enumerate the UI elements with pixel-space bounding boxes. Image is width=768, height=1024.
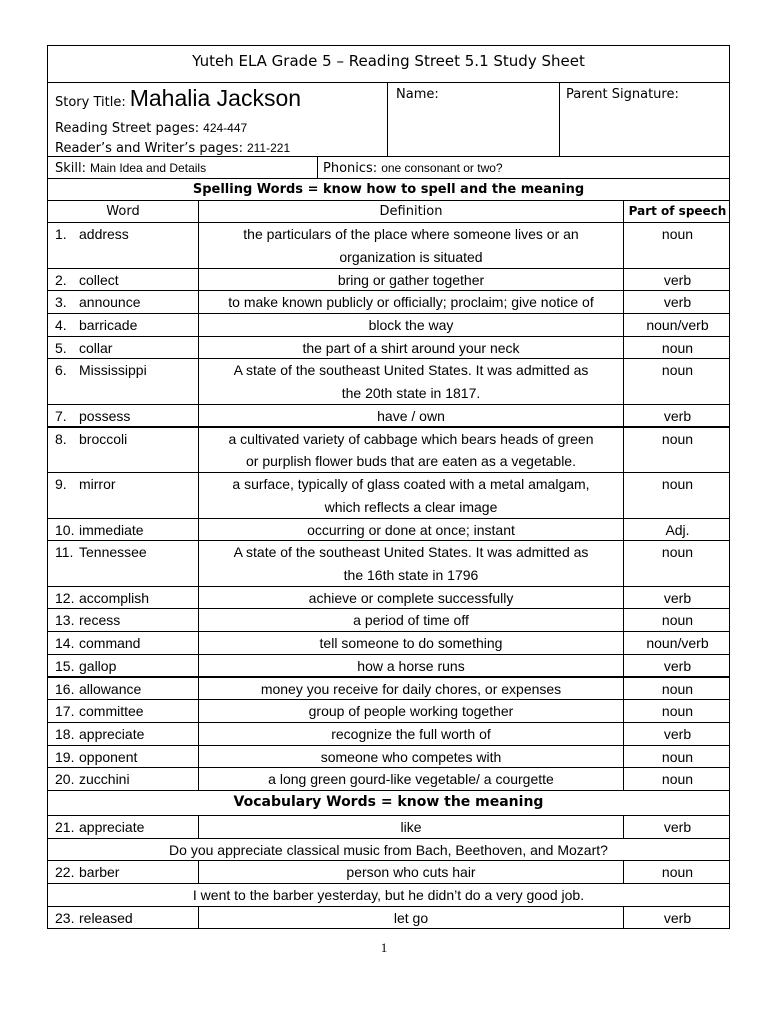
word-cell <box>48 907 199 929</box>
word-cell <box>48 428 199 473</box>
definition-cell <box>199 405 624 427</box>
word-text: appreciate <box>79 725 145 742</box>
spelling-word-row <box>47 699 730 723</box>
word-text: collar <box>79 339 113 356</box>
definition-line: the particulars of the place where someone lives or an <box>243 226 579 242</box>
example-sentence: I went to the barber yesterday, but he didn’t do a very good job. <box>192 887 585 904</box>
definition-line: the 20th state in 1817. <box>341 384 481 401</box>
spelling-word-row <box>47 336 730 360</box>
page-number: 1 <box>380 940 388 955</box>
word-cell <box>48 405 199 427</box>
part-of-speech: verb <box>663 909 692 926</box>
spelling-word-row <box>47 313 730 337</box>
word-entry <box>55 907 133 930</box>
spelling-word-row <box>47 722 730 746</box>
pos-cell <box>624 700 731 722</box>
definition-cell <box>199 746 624 768</box>
part-of-speech: noun/verb <box>646 635 709 652</box>
definition-cell <box>199 541 624 586</box>
word-entry <box>55 541 147 564</box>
word-entry <box>55 337 112 360</box>
story-line <box>55 85 301 112</box>
word-number: 18. <box>55 725 75 742</box>
word-number: 14. <box>55 635 75 652</box>
word-text: gallop <box>79 657 117 674</box>
example-sentence: Do you appreciate classical music from Bach, Beethoven, and Mozart? <box>169 841 608 858</box>
readers-writers-label: Reader’s and Writer’s pages: <box>55 141 243 156</box>
spelling-word-row <box>47 767 730 791</box>
word-entry <box>55 723 144 746</box>
spelling-word-row <box>47 677 730 701</box>
definition-cell <box>199 816 624 838</box>
word-entry <box>55 314 137 337</box>
definition-cell <box>199 632 624 654</box>
spelling-word-row <box>47 222 730 269</box>
parent-signature-cell <box>560 83 731 156</box>
definition-line: A state of the southeast United States. It was admitted as <box>233 362 589 379</box>
definition-line: a period of time off <box>353 612 469 629</box>
definition-cell <box>199 359 624 404</box>
word-header-cell <box>48 201 199 222</box>
definition-line: block the way <box>368 316 454 333</box>
phonics-line <box>323 159 503 177</box>
word-text: broccoli <box>79 430 128 447</box>
spelling-heading: Spelling Words = know how to spell and the meaning <box>192 182 585 197</box>
word-cell <box>48 269 199 291</box>
definition-line: a surface, typically of glass coated with a metal amalgam, <box>232 476 590 492</box>
word-cell <box>48 337 199 359</box>
word-entry <box>55 359 147 382</box>
word-cell <box>48 609 199 631</box>
skill-cell <box>48 157 318 178</box>
word-entry <box>55 291 141 314</box>
pos-header-cell <box>624 201 731 222</box>
word-cell <box>48 519 199 541</box>
word-entry <box>55 746 137 769</box>
definition-line: occurring or done at once; instant <box>307 521 515 538</box>
story-info-cell <box>48 83 388 156</box>
word-text: zucchini <box>79 771 130 788</box>
word-number: 11. <box>55 544 74 561</box>
readers-writers-line <box>55 139 290 157</box>
word-number: 10. <box>55 521 75 538</box>
spelling-word-row <box>47 540 730 587</box>
word-cell <box>48 723 199 745</box>
word-number: 19. <box>55 748 75 765</box>
definition-header-cell <box>199 201 624 222</box>
word-text: Mississippi <box>79 362 147 379</box>
pos-cell <box>624 359 731 404</box>
spelling-word-row <box>47 427 730 474</box>
word-cell <box>48 314 199 336</box>
vocabulary-word-row <box>47 906 730 930</box>
word-number: 13. <box>55 612 75 629</box>
word-number: 8. <box>55 430 67 447</box>
definition-line: the 16th state in 1796 <box>343 566 479 583</box>
word-entry <box>55 519 144 542</box>
definition-text: person who cuts hair <box>346 864 476 881</box>
pos-cell <box>624 609 731 631</box>
word-number: 1. <box>55 226 67 242</box>
spelling-word-row <box>47 472 730 519</box>
skill-phonics-row <box>47 156 730 179</box>
pos-cell <box>624 768 731 790</box>
definition-line: a cultivated variety of cabbage which bears heads of green <box>228 430 594 447</box>
word-cell <box>48 700 199 722</box>
part-of-speech: noun <box>661 362 694 379</box>
spelling-word-row <box>47 290 730 314</box>
definition-text: like <box>400 819 422 835</box>
word-number: 17. <box>55 703 75 720</box>
skill-value: Main Idea and Details <box>90 161 207 175</box>
name-label: Name: <box>396 87 439 102</box>
part-of-speech: noun <box>661 864 694 881</box>
word-cell <box>48 678 199 700</box>
definition-cell <box>199 723 624 745</box>
part-of-speech: Adj. <box>665 521 690 538</box>
definition-cell <box>199 678 624 700</box>
pos-cell <box>624 723 731 745</box>
definition-cell <box>199 587 624 609</box>
word-text: mirror <box>79 476 116 492</box>
word-cell <box>48 655 199 677</box>
definition-line: achieve or complete successfully <box>308 589 514 606</box>
part-of-speech: verb <box>663 294 692 311</box>
spelling-word-row <box>47 631 730 655</box>
pos-cell <box>624 473 731 518</box>
spelling-word-row <box>47 268 730 292</box>
info-row <box>47 82 730 157</box>
definition-line: A state of the southeast United States. It was admitted as <box>233 544 589 561</box>
definition-line: recognize the full worth of <box>331 725 491 742</box>
definition-cell <box>199 428 624 473</box>
pos-cell <box>624 746 731 768</box>
vocabulary-word-row <box>47 860 730 884</box>
word-entry <box>55 609 120 632</box>
word-entry <box>55 768 130 791</box>
pos-cell <box>624 337 731 359</box>
word-number: 23. <box>55 909 75 926</box>
skill-line <box>55 159 206 177</box>
example-sentence-row <box>47 883 730 907</box>
word-number: 21. <box>55 819 75 835</box>
word-cell <box>48 768 199 790</box>
pos-cell <box>624 907 731 929</box>
word-text: released <box>79 909 133 926</box>
pos-cell <box>624 816 731 838</box>
name-cell <box>388 83 560 156</box>
vocabulary-heading-row <box>47 790 730 816</box>
word-cell <box>48 816 199 838</box>
word-text: barber <box>79 864 120 881</box>
word-text: barricade <box>79 316 138 333</box>
definition-line: the part of a shirt around your neck <box>302 339 520 356</box>
word-text: announce <box>79 294 141 311</box>
part-of-speech: noun <box>661 226 694 242</box>
word-text: possess <box>79 407 131 424</box>
pos-cell <box>624 291 731 313</box>
part-of-speech: noun <box>661 771 694 788</box>
word-entry <box>55 223 129 246</box>
word-entry <box>55 269 119 292</box>
spelling-word-row <box>47 586 730 610</box>
definition-line: group of people working together <box>308 703 514 720</box>
pos-cell <box>624 587 731 609</box>
definition-line: or purplish flower buds that are eaten as a vegetable. <box>246 453 576 470</box>
phonics-value: one consonant or two? <box>381 161 503 175</box>
pos-cell <box>624 519 731 541</box>
part-of-speech: noun <box>661 748 694 765</box>
spelling-heading-row <box>47 178 730 201</box>
word-number: 7. <box>55 407 67 424</box>
word-entry <box>55 428 127 451</box>
word-cell <box>48 359 199 404</box>
word-entry <box>55 816 144 839</box>
story-title: Mahalia Jackson <box>129 85 302 111</box>
part-of-speech: noun <box>661 703 694 720</box>
word-number: 9. <box>55 476 67 492</box>
reading-street-line <box>55 119 247 137</box>
spelling-word-row <box>47 358 730 405</box>
readers-writers-pages: 211-221 <box>246 141 291 155</box>
definition-cell <box>199 655 624 677</box>
word-entry <box>55 405 130 428</box>
definition-line: bring or gather together <box>337 271 485 288</box>
definition-cell <box>199 519 624 541</box>
title-row <box>47 45 730 83</box>
spelling-word-row <box>47 518 730 542</box>
definition-line: to make known publicly or officially; proclaim; give notice of <box>228 294 594 311</box>
definition-line: someone who competes with <box>320 748 502 765</box>
word-entry <box>55 473 116 496</box>
word-text: accomplish <box>79 589 150 606</box>
word-number: 4. <box>55 316 67 333</box>
word-text: allowance <box>79 680 142 697</box>
definition-cell <box>199 473 624 518</box>
word-text: collect <box>79 271 119 288</box>
pos-cell <box>624 655 731 677</box>
definition-cell <box>199 223 624 268</box>
pos-cell <box>624 223 731 268</box>
part-of-speech: noun <box>661 612 694 629</box>
spelling-word-row <box>47 654 730 678</box>
word-entry <box>55 678 141 701</box>
definition-cell <box>199 907 624 929</box>
word-text: opponent <box>79 748 138 765</box>
pos-cell <box>624 861 731 883</box>
word-cell <box>48 861 199 883</box>
definition-line: organization is situated <box>339 248 483 265</box>
pos-cell <box>624 314 731 336</box>
spelling-word-row <box>47 608 730 632</box>
definition-line: have / own <box>377 407 445 424</box>
word-number: 20. <box>55 771 75 788</box>
word-text: appreciate <box>79 819 145 835</box>
word-text: recess <box>79 612 121 629</box>
part-of-speech: noun <box>661 544 694 561</box>
word-text: Tennessee <box>79 544 147 561</box>
word-entry <box>55 587 149 610</box>
definition-cell <box>199 768 624 790</box>
word-cell <box>48 746 199 768</box>
definition-cell <box>199 337 624 359</box>
vocabulary-word-row <box>47 815 730 839</box>
part-of-speech: noun <box>661 339 694 356</box>
word-number: 22. <box>55 864 75 881</box>
vocabulary-heading: Vocabulary Words = know the meaning <box>233 794 544 810</box>
word-number: 16. <box>55 680 75 697</box>
part-of-speech: verb <box>663 407 692 424</box>
definition-column-header: Definition <box>379 204 443 219</box>
reading-street-pages: 424-447 <box>203 121 248 135</box>
part-of-speech: noun <box>661 680 694 697</box>
definition-cell <box>199 269 624 291</box>
word-number: 5. <box>55 339 67 356</box>
part-of-speech: noun <box>661 430 694 447</box>
reading-street-label: Reading Street pages: <box>55 121 200 136</box>
phonics-cell <box>318 157 731 178</box>
part-of-speech: noun/verb <box>646 316 709 333</box>
word-text: command <box>79 635 141 652</box>
definition-line: a long green gourd-like vegetable/ a courgette <box>268 771 554 788</box>
definition-line: money you receive for daily chores, or expenses <box>260 680 562 697</box>
word-cell <box>48 587 199 609</box>
word-cell <box>48 541 199 586</box>
word-text: committee <box>79 703 144 720</box>
word-text: address <box>79 226 129 242</box>
column-header-row <box>47 200 730 223</box>
word-number: 12. <box>55 589 75 606</box>
word-entry <box>55 655 116 678</box>
pos-cell <box>624 269 731 291</box>
word-cell <box>48 473 199 518</box>
definition-cell <box>199 700 624 722</box>
word-entry <box>55 861 119 884</box>
word-entry <box>55 700 144 723</box>
word-cell <box>48 223 199 268</box>
word-cell <box>48 291 199 313</box>
definition-cell <box>199 861 624 883</box>
word-text: immediate <box>79 521 144 538</box>
definition-line: tell someone to do something <box>319 635 503 652</box>
pos-cell <box>624 541 731 586</box>
spelling-word-row <box>47 404 730 428</box>
part-of-speech: verb <box>663 725 692 742</box>
part-of-speech: verb <box>663 589 692 606</box>
word-number: 15. <box>55 657 75 674</box>
phonics-label: Phonics: <box>323 161 378 176</box>
page-title: Yuteh ELA Grade 5 – Reading Street 5.1 Study Sheet <box>192 52 585 70</box>
pos-cell <box>624 405 731 427</box>
word-cell <box>48 632 199 654</box>
definition-cell <box>199 609 624 631</box>
skill-label: Skill: <box>55 161 86 176</box>
pos-cell <box>624 428 731 473</box>
pos-cell <box>624 678 731 700</box>
part-of-speech: verb <box>663 271 692 288</box>
word-entry <box>55 632 140 655</box>
part-of-speech: verb <box>663 819 692 835</box>
spelling-word-row <box>47 745 730 769</box>
definition-cell <box>199 314 624 336</box>
parent-signature-label: Parent Signature: <box>566 87 679 102</box>
definition-cell <box>199 291 624 313</box>
example-sentence-row <box>47 838 730 862</box>
word-number: 3. <box>55 294 67 311</box>
word-number: 6. <box>55 362 67 379</box>
story-title-label: Story Title: <box>55 95 126 110</box>
word-number: 2. <box>55 271 67 288</box>
definition-line: which reflects a clear image <box>324 498 498 515</box>
pos-column-header: Part of speech <box>628 204 727 218</box>
definition-line: how a horse runs <box>357 657 465 674</box>
part-of-speech: verb <box>663 657 692 674</box>
part-of-speech: noun <box>661 476 694 492</box>
definition-text: let go <box>393 909 429 926</box>
word-column-header: Word <box>106 204 140 219</box>
pos-cell <box>624 632 731 654</box>
